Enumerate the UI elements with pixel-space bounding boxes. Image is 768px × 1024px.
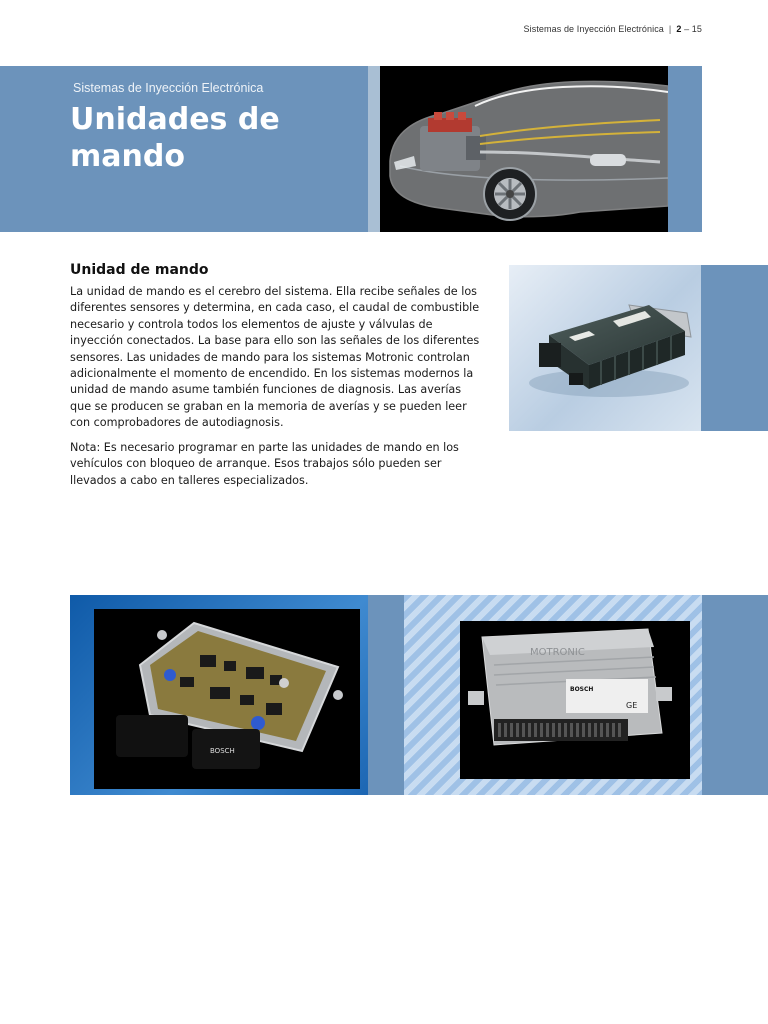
side-image-band — [701, 265, 768, 431]
running-head-section: Sistemas de Inyección Electrónica — [523, 24, 664, 34]
car-cutaway-image — [380, 66, 668, 232]
chapter-title-line-1: Unidades de — [70, 102, 280, 137]
board-brand-label: BOSCH — [210, 747, 235, 755]
motronic-ecu-image — [404, 595, 702, 795]
header-divider-stripe — [368, 66, 380, 232]
running-head-separator: | — [668, 24, 672, 34]
chapter-subtitle: Sistemas de Inyección Electrónica — [73, 81, 264, 95]
running-head — [0, 24, 702, 34]
section-heading: Unidad de mando — [70, 262, 209, 278]
body-paragraph: La unidad de mando es el cerebro del sistema. Ella recibe señales de los diferentes sensores y determina, en cada caso, el caudal de combustible necesario y controla todos los elementos de ajuste y válvulas de inyección conectados. La base para ello son las señales de los diferentes sensores. Las unidades de mando para los sistemas Motronic controlan adicionalmente el momento de encendido. En los sistemas modernos la unidad de mando asume también funciones de diagnosis. Las averías que se producen se graban en la memoria de averías y se pueden leer con comprobadores de autodiagnosis. — [70, 285, 480, 430]
chapter-number: 2 — [676, 24, 682, 34]
mid-image-band — [368, 595, 404, 795]
bottom-right-band — [702, 595, 768, 795]
page-number: – 15 — [684, 24, 702, 34]
chapter-title-line-2: mando — [70, 139, 185, 174]
chapter-header — [0, 66, 368, 232]
chapter-title — [70, 101, 280, 175]
motronic-emboss-label: MOTRONIC — [530, 647, 585, 658]
header-right-band — [668, 66, 702, 232]
note-paragraph: Nota: Es necesario programar en parte las unidades de mando en los vehículos con bloqueo de arranque. Esos trabajos sólo pueden ser llevados a cabo en talleres especializados. — [70, 441, 459, 487]
ecu-unit-image — [509, 265, 701, 431]
motronic-ge-label: GE — [626, 701, 638, 710]
ecu-circuit-board-image — [70, 595, 368, 795]
motronic-brand-label: BOSCH — [570, 686, 594, 693]
